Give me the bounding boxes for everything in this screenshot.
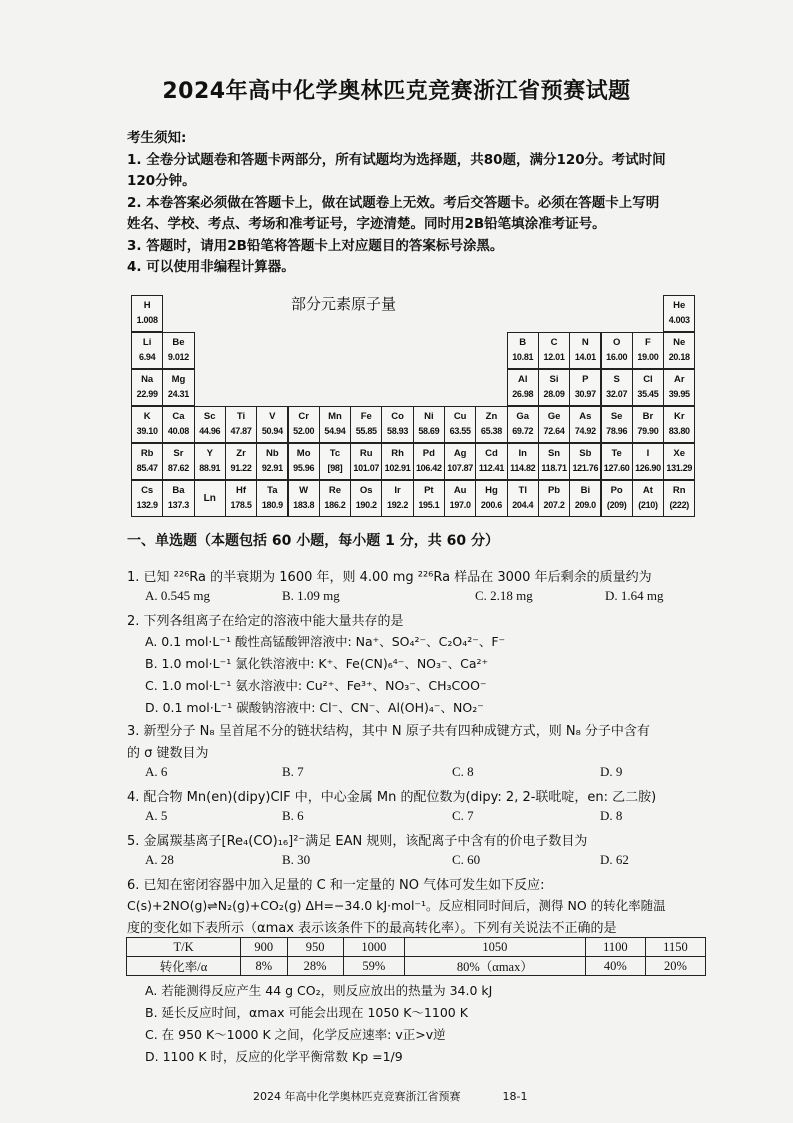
table-cell: 1150 — [645, 938, 705, 957]
element-symbol: Be — [172, 337, 185, 348]
option-b[interactable]: B. 30 — [282, 852, 311, 867]
element-symbol: Sc — [203, 411, 216, 422]
element-symbol: Sr — [173, 448, 184, 459]
table-cell: 28% — [287, 957, 343, 976]
element-mass: 20.18 — [668, 352, 690, 362]
element-mass: 63.55 — [449, 426, 471, 436]
option-c[interactable]: C. 60 — [452, 852, 481, 867]
element-mass: 22.99 — [136, 389, 158, 399]
element-symbol: Sb — [579, 448, 592, 459]
question-3-stem-cont: 的 σ 键数目为 — [127, 746, 209, 761]
table-cell: 1050 — [404, 938, 585, 957]
element-symbol: Re — [328, 485, 342, 496]
element-cell-rb — [131, 443, 163, 480]
element-mass: [98] — [327, 463, 343, 473]
element-symbol: H — [143, 300, 151, 311]
element-mass: (210) — [638, 500, 658, 510]
element-symbol: Cl — [643, 374, 653, 385]
notice-line: 姓名、学校、考点、考场和准考证号，字迹清楚。同时用2B铅笔填涂准考证号。 — [127, 216, 606, 232]
element-mass: 30.97 — [574, 389, 596, 399]
element-symbol: Te — [611, 448, 622, 459]
element-mass: 131.29 — [666, 463, 693, 473]
notice-heading: 考生须知: — [127, 130, 187, 146]
element-cell-xe — [663, 443, 695, 480]
element-symbol: V — [269, 411, 276, 422]
element-cell-br — [632, 406, 664, 443]
element-mass: 14.01 — [574, 352, 596, 362]
element-mass: 19.00 — [637, 352, 659, 362]
element-mass: 47.87 — [230, 426, 252, 436]
table-row — [127, 957, 706, 976]
element-cell-ba — [162, 480, 194, 517]
element-cell-sc — [194, 406, 226, 443]
element-symbol: Ir — [394, 485, 401, 496]
element-mass: 74.92 — [574, 426, 596, 436]
element-symbol: Pd — [422, 448, 435, 459]
element-mass: 107.87 — [447, 463, 474, 473]
page-title: 2024年高中化学奥林匹克竞赛浙江省预赛试题 — [162, 79, 631, 104]
option-d[interactable]: D. 62 — [600, 852, 629, 867]
element-mass: 87.62 — [167, 463, 189, 473]
element-cell-ir — [381, 480, 413, 517]
element-cell-bi — [569, 480, 601, 517]
element-symbol: Ne — [673, 337, 686, 348]
element-symbol: K — [143, 411, 151, 422]
element-cell-li — [131, 332, 163, 369]
element-cell-si — [538, 369, 570, 406]
element-symbol: P — [582, 374, 589, 385]
element-cell-os — [350, 480, 382, 517]
element-symbol: Zn — [485, 411, 498, 422]
element-cell-c — [538, 332, 570, 369]
element-symbol: Cu — [453, 411, 467, 422]
element-symbol: Y — [206, 448, 213, 459]
element-mass: 1.008 — [136, 315, 158, 325]
element-cell-pd — [413, 443, 445, 480]
element-mass: 54.94 — [324, 426, 346, 436]
element-cell-re — [319, 480, 351, 517]
element-mass: 10.81 — [512, 352, 534, 362]
element-mass: 16.00 — [606, 352, 628, 362]
question-6-stem: 6. 已知在密闭容器中加入足量的 C 和一定量的 NO 气体可发生如下反应: — [127, 878, 545, 893]
element-symbol: Ge — [547, 411, 561, 422]
element-symbol: Bi — [580, 485, 591, 496]
option-c[interactable]: C. 7 — [452, 808, 474, 823]
element-cell-nb — [256, 443, 288, 480]
option-c[interactable]: C. 1.0 mol·L⁻¹ 氨水溶液中: Cu²⁺、Fe³⁺、NO₃⁻、CH₃COO⁻ — [145, 678, 487, 693]
option-c[interactable]: C. 8 — [452, 764, 474, 779]
element-symbol: At — [642, 485, 653, 496]
element-symbol: N — [581, 337, 589, 348]
element-cell-fe — [350, 406, 382, 443]
element-cell-ca — [162, 406, 194, 443]
element-mass: 126.90 — [635, 463, 661, 473]
element-cell-mg — [162, 369, 194, 406]
element-symbol: Kr — [673, 411, 685, 422]
notice-line: 3. 答题时，请用2B铅笔将答题卡上对应题目的答案标号涂黑。 — [127, 237, 504, 254]
element-symbol: F — [645, 337, 651, 348]
element-cell-po — [601, 480, 633, 517]
element-mass: 183.8 — [293, 500, 315, 510]
element-cell-sr — [162, 443, 194, 480]
element-symbol: O — [612, 337, 621, 348]
element-cell-ni — [413, 406, 445, 443]
element-cell-mo — [288, 443, 320, 480]
table-cell: 950 — [287, 938, 343, 957]
element-symbol: W — [299, 485, 309, 496]
option-b[interactable]: B. 6 — [282, 808, 304, 823]
element-symbol: Mn — [328, 411, 342, 422]
element-cell-h — [131, 295, 163, 332]
element-cell-s — [601, 369, 633, 406]
element-mass: 69.72 — [512, 426, 534, 436]
element-symbol: As — [579, 411, 592, 422]
element-cell-ne — [663, 332, 695, 369]
question-2-stem: 2. 下列各组离子在给定的溶液中能大量共存的是 — [127, 614, 404, 629]
element-mass: 95.96 — [293, 463, 315, 473]
option-d[interactable]: D. 1100 K 时，反应的化学平衡常数 Kp =1/9 — [145, 1049, 403, 1064]
element-cell-al — [507, 369, 539, 406]
element-mass: (209) — [606, 500, 627, 510]
element-symbol: Hg — [485, 485, 498, 496]
element-mass: 55.85 — [355, 426, 377, 436]
element-symbol: Si — [549, 374, 559, 385]
element-mass: 207.2 — [543, 500, 565, 510]
element-cell-ru — [350, 443, 382, 480]
element-symbol: Zr — [236, 448, 246, 459]
element-mass: 101.07 — [353, 463, 380, 473]
element-symbol: Tl — [518, 485, 527, 496]
element-cell-cr — [288, 406, 320, 443]
table-cell: 20% — [645, 957, 705, 976]
element-symbol: Po — [610, 485, 623, 496]
element-mass: 178.5 — [230, 500, 252, 510]
element-cell-mn — [319, 406, 351, 443]
element-cell-pb — [538, 480, 570, 517]
element-cell-i — [632, 443, 664, 480]
element-mass: 192.2 — [387, 500, 409, 510]
element-cell-as — [569, 406, 601, 443]
element-cell-o — [601, 332, 633, 369]
element-mass: 35.45 — [637, 389, 659, 399]
element-symbol: Xe — [673, 448, 686, 459]
element-cell-b — [507, 332, 539, 369]
option-c[interactable]: C. 在 950 K～1000 K 之间，化学反应速率: v正>v逆 — [145, 1027, 446, 1042]
question-1-stem: 1. 已知 ²²⁶Ra 的半衰期为 1600 年，则 4.00 mg ²²⁶Ra 样品在 3000 年后剩余的质量约为 — [127, 570, 652, 585]
element-cell-cl — [632, 369, 664, 406]
element-symbol: B — [519, 337, 527, 348]
periodic-table — [131, 287, 695, 510]
element-symbol: Li — [142, 337, 152, 348]
table-cell: 1000 — [343, 938, 404, 957]
element-symbol: Ru — [359, 448, 373, 459]
element-mass: 200.6 — [480, 500, 502, 510]
element-cell-he — [663, 295, 695, 332]
element-mass: 50.94 — [261, 426, 283, 436]
element-cell-tc — [319, 443, 351, 480]
option-b[interactable]: B. 1.0 mol·L⁻¹ 氯化铁溶液中: K⁺、Fe(CN)₆⁴⁻、NO₃⁻、Ca²⁺ — [145, 656, 489, 671]
question-3-stem: 3. 新型分子 N₈ 呈首尾不分的链状结构，其中 N 原子共有四种成键方式，则 N₈ 分子中含有 — [127, 724, 650, 739]
element-symbol: C — [550, 337, 558, 348]
option-a[interactable]: A. 5 — [145, 808, 168, 823]
element-cell-au — [444, 480, 476, 517]
lanthanide-cell: Ln — [194, 480, 226, 517]
table-cell: 1100 — [585, 938, 645, 957]
table-cell: 59% — [343, 957, 404, 976]
element-mass: 78.96 — [606, 426, 628, 436]
element-cell-te — [601, 443, 633, 480]
element-mass: 92.91 — [261, 463, 283, 473]
element-symbol: S — [613, 374, 620, 385]
element-symbol: Au — [453, 485, 467, 496]
exam-notice — [127, 128, 717, 279]
option-b[interactable]: B. 延长反应时间，αmax 可能会出现在 1050 K～1100 K — [145, 1005, 468, 1020]
element-cell-v — [256, 406, 288, 443]
element-cell-in — [507, 443, 539, 480]
element-symbol: Cs — [141, 485, 154, 496]
element-mass: 72.64 — [543, 426, 565, 436]
element-cell-sn — [538, 443, 570, 480]
element-cell-se — [601, 406, 633, 443]
option-b[interactable]: B. 1.09 mg — [282, 588, 340, 603]
element-symbol: He — [673, 300, 686, 311]
element-mass: 85.47 — [136, 463, 158, 473]
conversion-table — [126, 937, 706, 976]
element-cell-k — [131, 406, 163, 443]
notice-line: 4. 可以使用非编程计算器。 — [127, 259, 295, 275]
option-d[interactable]: D. 1.64 mg — [605, 588, 664, 603]
element-cell-hf — [225, 480, 257, 517]
element-cell-ga — [507, 406, 539, 443]
periodic-table-title: 部分元素原子量 — [291, 295, 397, 313]
element-mass: 114.82 — [510, 463, 536, 473]
element-symbol: Fe — [360, 411, 372, 422]
element-mass: 83.80 — [668, 426, 690, 436]
element-symbol: Rb — [140, 448, 154, 459]
element-mass: 9.012 — [167, 352, 189, 362]
element-cell-be — [162, 332, 194, 369]
element-cell-n — [569, 332, 601, 369]
element-mass: 91.22 — [230, 463, 252, 473]
element-symbol: Nb — [266, 448, 279, 459]
section-heading: 一、单选题（本题包括 60 小题，每小题 1 分，共 60 分） — [127, 533, 499, 549]
option-a[interactable]: A. 0.1 mol·L⁻¹ 酸性高锰酸钾溶液中: Na⁺、SO₄²⁻、C₂O₄²⁻、F⁻ — [145, 634, 506, 649]
option-a[interactable]: A. 若能测得反应产生 44 g CO₂，则反应放出的热量为 34.0 kJ — [145, 983, 493, 998]
element-cell-ar — [663, 369, 695, 406]
option-d[interactable]: D. 0.1 mol·L⁻¹ 碳酸钠溶液中: Cl⁻、CN⁻、Al(OH)₄⁻、NO₂⁻ — [145, 700, 484, 715]
element-cell-tl — [507, 480, 539, 517]
element-mass: 12.01 — [543, 352, 565, 362]
element-mass: 180.9 — [261, 500, 283, 510]
page-number: 18-1 — [502, 1090, 528, 1103]
element-symbol: Pb — [547, 485, 561, 496]
option-a[interactable]: A. 0.545 mg — [145, 588, 210, 603]
footer-title: 2024 年高中化学奥林匹克竞赛浙江省预赛 — [253, 1090, 461, 1103]
element-symbol: Ga — [516, 411, 530, 422]
element-mass: 58.69 — [418, 426, 440, 436]
notice-line: 2. 本卷答案必须做在答题卡上，做在试题卷上无效。考后交答题卡。必须在答题卡上写明 — [127, 194, 660, 211]
notice-line: 1. 全卷分试题卷和答题卡两部分，所有试题均为选择题，共80题，满分120分。考试时间 — [127, 151, 666, 168]
element-cell-ge — [538, 406, 570, 443]
element-mass: (222) — [669, 500, 689, 510]
question-4-stem: 4. 配合物 Mn(en)(dipy)ClF 中，中心金属 Mn 的配位数为(dipy: 2, 2-联吡啶，en: 乙二胺) — [127, 790, 657, 805]
option-a[interactable]: A. 28 — [145, 852, 174, 867]
element-mass: 132.9 — [136, 500, 158, 510]
element-symbol: Se — [610, 411, 623, 422]
element-cell-sb — [569, 443, 601, 480]
table-header-cell: T/K — [127, 938, 241, 957]
question-6-equation: C(s)+2NO(g)⇌N₂(g)+CO₂(g) ΔH=−34.0 kJ·mol⁻¹。反应相同时间后，测得 NO 的转化率随温 — [127, 898, 666, 913]
element-symbol: Na — [141, 374, 154, 385]
element-mass: 32.07 — [606, 389, 628, 399]
option-d[interactable]: D. 9 — [600, 764, 623, 779]
element-symbol: I — [646, 448, 650, 459]
element-mass: 88.91 — [199, 463, 221, 473]
element-mass: 40.08 — [167, 426, 189, 436]
element-symbol: Al — [517, 374, 528, 385]
element-cell-rn — [663, 480, 695, 517]
element-symbol: Mo — [296, 448, 311, 459]
element-cell-na — [131, 369, 163, 406]
element-mass: 26.98 — [512, 389, 534, 399]
table-cell: 80%（αmax） — [404, 957, 585, 976]
element-symbol: Pt — [424, 485, 434, 496]
element-symbol: Cd — [485, 448, 498, 459]
table-cell: 900 — [241, 938, 287, 957]
notice-line: 120分钟。 — [127, 173, 196, 189]
element-symbol: In — [518, 448, 527, 459]
element-mass: 121.76 — [572, 463, 599, 473]
option-c[interactable]: C. 2.18 mg — [475, 588, 533, 603]
element-mass: 209.0 — [574, 500, 596, 510]
element-symbol: Cr — [298, 411, 309, 422]
element-symbol: Ti — [236, 411, 246, 422]
element-symbol: Co — [391, 411, 404, 422]
page-footer — [253, 1088, 527, 1104]
element-mass: 118.71 — [541, 463, 567, 473]
element-mass: 52.00 — [293, 426, 315, 436]
element-mass: 28.09 — [543, 389, 565, 399]
element-cell-zn — [475, 406, 507, 443]
element-mass: 190.2 — [355, 500, 377, 510]
table-cell: 40% — [585, 957, 645, 976]
element-mass: 39.10 — [136, 426, 158, 436]
option-a[interactable]: A. 6 — [145, 764, 168, 779]
element-cell-p — [569, 369, 601, 406]
element-cell-cu — [444, 406, 476, 443]
element-mass: 112.41 — [478, 463, 505, 473]
element-cell-cs — [131, 480, 163, 517]
element-cell-w — [288, 480, 320, 517]
element-mass: 197.0 — [449, 500, 471, 510]
element-symbol: Rn — [672, 485, 686, 496]
element-mass: 127.60 — [603, 463, 630, 473]
element-cell-y — [194, 443, 226, 480]
element-mass: 204.4 — [512, 500, 534, 510]
element-cell-rh — [381, 443, 413, 480]
element-mass: 102.91 — [384, 463, 411, 473]
element-cell-f — [632, 332, 664, 369]
element-symbol: Ni — [424, 411, 434, 422]
element-cell-at — [632, 480, 664, 517]
element-cell-zr — [225, 443, 257, 480]
element-symbol: Rh — [391, 448, 404, 459]
element-cell-hg — [475, 480, 507, 517]
element-mass: 65.38 — [480, 426, 502, 436]
element-symbol: Tc — [329, 448, 341, 459]
element-mass: 195.1 — [418, 500, 440, 510]
element-mass: 39.95 — [668, 389, 690, 399]
element-cell-ti — [225, 406, 257, 443]
element-mass: 58.93 — [387, 426, 409, 436]
element-symbol: Br — [642, 411, 654, 422]
element-mass: 6.94 — [138, 352, 156, 362]
element-mass: 4.003 — [668, 315, 690, 325]
element-mass: 186.2 — [324, 500, 346, 510]
element-mass: 79.90 — [637, 426, 659, 436]
question-5-stem: 5. 金属羰基离子[Re₄(CO)₁₆]²⁻满足 EAN 规则，该配离子中含有的价电子数目为 — [127, 834, 588, 849]
element-mass: 137.3 — [167, 500, 189, 510]
element-cell-ta — [256, 480, 288, 517]
element-symbol: Ar — [673, 374, 685, 385]
element-mass: 106.42 — [415, 463, 442, 473]
element-cell-co — [381, 406, 413, 443]
element-symbol: Ag — [453, 448, 467, 459]
element-symbol: Ba — [172, 485, 185, 496]
option-d[interactable]: D. 8 — [600, 808, 623, 823]
element-symbol: Mg — [171, 374, 186, 385]
element-cell-kr — [663, 406, 695, 443]
question-6-stem-cont: 度的变化如下表所示（αmax 表示该条件下的最高转化率）。下列有关说法不正确的是 — [127, 921, 617, 936]
table-row — [127, 938, 706, 957]
element-cell-ag — [444, 443, 476, 480]
element-mass: 24.31 — [167, 389, 189, 399]
element-symbol: Hf — [236, 485, 247, 496]
element-symbol: Ca — [172, 411, 185, 422]
element-mass: 44.96 — [199, 426, 221, 436]
element-symbol: Ta — [267, 485, 278, 496]
element-cell-cd — [475, 443, 507, 480]
element-symbol: Os — [359, 485, 373, 496]
element-symbol: Sn — [547, 448, 561, 459]
option-b[interactable]: B. 7 — [282, 764, 304, 779]
element-cell-pt — [413, 480, 445, 517]
table-cell: 8% — [241, 957, 287, 976]
table-header-cell: 转化率/α — [127, 957, 241, 976]
